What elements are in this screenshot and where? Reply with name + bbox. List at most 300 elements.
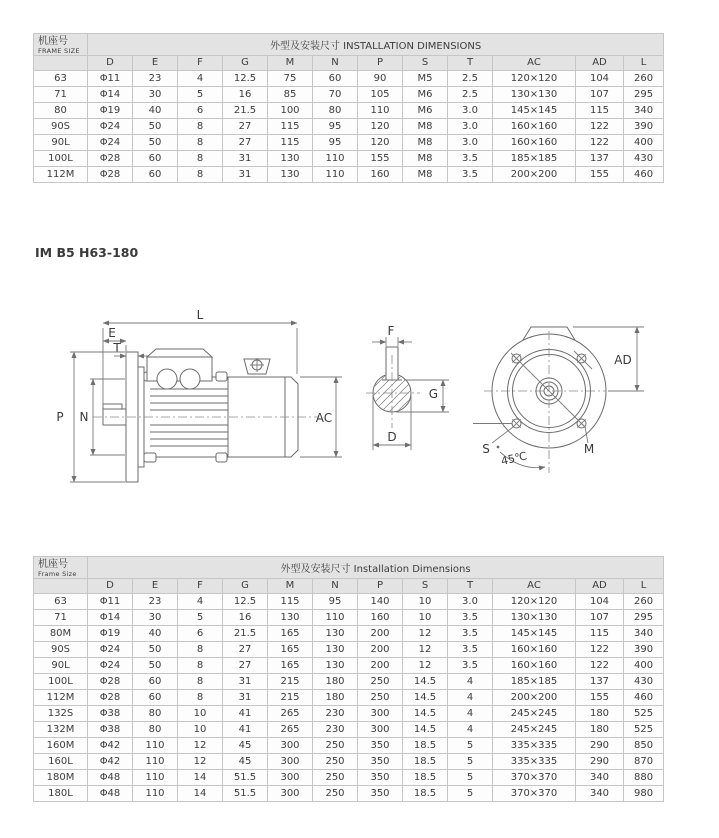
terminal-box-lid bbox=[147, 349, 212, 357]
dimension-cell: Φ42 bbox=[88, 738, 133, 754]
dimension-cell: 3.5 bbox=[448, 167, 493, 183]
dimension-cell: 295 bbox=[624, 610, 664, 626]
frame-size-cell: 80M bbox=[34, 626, 88, 642]
table-row bbox=[34, 71, 664, 87]
dimension-cell: 5 bbox=[448, 738, 493, 754]
dimension-cell: 3.5 bbox=[448, 658, 493, 674]
table-row bbox=[34, 610, 664, 626]
dimension-cell: Φ14 bbox=[88, 87, 133, 103]
dimension-cell: 525 bbox=[624, 722, 664, 738]
shaft-key bbox=[103, 404, 122, 409]
dimension-cell: Φ42 bbox=[88, 754, 133, 770]
dimension-cell: 18.5 bbox=[403, 738, 448, 754]
dimension-cell: 3.5 bbox=[448, 610, 493, 626]
dimension-cell: Φ24 bbox=[88, 119, 133, 135]
dimension-cell: Φ24 bbox=[88, 658, 133, 674]
dimension-cell: 130×130 bbox=[493, 610, 576, 626]
dimension-cell: 165 bbox=[268, 626, 313, 642]
dimension-cell: 130×130 bbox=[493, 87, 576, 103]
dimension-cell: 350 bbox=[358, 786, 403, 802]
dimension-cell: 265 bbox=[268, 706, 313, 722]
dimension-cell: 340 bbox=[624, 103, 664, 119]
dimension-cell: 14 bbox=[178, 770, 223, 786]
dimension-cell: 110 bbox=[133, 738, 178, 754]
table-row bbox=[34, 87, 664, 103]
dimension-cell: 215 bbox=[268, 674, 313, 690]
dimension-cell: 6 bbox=[178, 626, 223, 642]
dimension-cell: 230 bbox=[313, 706, 358, 722]
dimension-cell: M8 bbox=[403, 135, 448, 151]
dimension-cell: 4 bbox=[448, 674, 493, 690]
installation-dimensions-table-bottom bbox=[33, 556, 664, 802]
dimension-cell: 14.5 bbox=[403, 690, 448, 706]
dimension-cell: 4 bbox=[178, 71, 223, 87]
dimension-cell: 245×245 bbox=[493, 722, 576, 738]
dimension-cell: 104 bbox=[576, 71, 624, 87]
dim-label-D: D bbox=[387, 430, 397, 444]
dimension-cell: M8 bbox=[403, 119, 448, 135]
dimension-cell: 51.5 bbox=[223, 770, 268, 786]
table-row bbox=[34, 151, 664, 167]
cable-gland bbox=[157, 369, 177, 389]
dim-label-AC: AC bbox=[315, 411, 333, 425]
dimension-cell: 5 bbox=[178, 87, 223, 103]
dimension-cell: 155 bbox=[576, 167, 624, 183]
column-header: P bbox=[358, 56, 403, 71]
dimension-cell: 160×160 bbox=[493, 119, 576, 135]
dimension-cell: 75 bbox=[268, 71, 313, 87]
dimension-cell: 104 bbox=[576, 594, 624, 610]
dimension-cell: 4 bbox=[448, 690, 493, 706]
frame-size-cell: 90L bbox=[34, 658, 88, 674]
dim-label-G: G bbox=[428, 387, 438, 401]
dimension-cell: Φ38 bbox=[88, 706, 133, 722]
dimension-cell: 160×160 bbox=[493, 642, 576, 658]
dimension-cell: 21.5 bbox=[223, 626, 268, 642]
table-row bbox=[34, 770, 664, 786]
column-header: N bbox=[313, 56, 358, 71]
dimension-cell: 21.5 bbox=[223, 103, 268, 119]
table-row bbox=[34, 167, 664, 183]
dimension-cell: Φ38 bbox=[88, 722, 133, 738]
frame-size-cell: 80 bbox=[34, 103, 88, 119]
dimension-cell: 31 bbox=[223, 167, 268, 183]
dimension-cell: 130 bbox=[313, 658, 358, 674]
table-title: 外型及安装尺寸 Installation Dimensions bbox=[88, 557, 664, 579]
dimension-cell: 350 bbox=[358, 738, 403, 754]
dimension-cell: 45 bbox=[223, 738, 268, 754]
dimension-cell: 300 bbox=[268, 786, 313, 802]
dimension-cell: 95 bbox=[313, 594, 358, 610]
dimension-cell: 130 bbox=[268, 151, 313, 167]
dimension-cell: 120×120 bbox=[493, 594, 576, 610]
dimension-cell: 2.5 bbox=[448, 87, 493, 103]
dimension-cell: 3.0 bbox=[448, 103, 493, 119]
dimension-cell: 105 bbox=[358, 87, 403, 103]
dimension-cell: 60 bbox=[133, 167, 178, 183]
dimension-cell: 45 bbox=[223, 754, 268, 770]
dimension-cell: 200×200 bbox=[493, 167, 576, 183]
dimension-cell: 400 bbox=[624, 658, 664, 674]
dimension-cell: 31 bbox=[223, 151, 268, 167]
dimension-cell: 137 bbox=[576, 674, 624, 690]
dimension-cell: 27 bbox=[223, 135, 268, 151]
dimension-cell: 60 bbox=[313, 71, 358, 87]
column-header: M bbox=[268, 579, 313, 594]
table-row bbox=[34, 119, 664, 135]
column-header: AC bbox=[493, 56, 576, 71]
dimension-cell: 80 bbox=[133, 722, 178, 738]
dimension-cell: 200×200 bbox=[493, 690, 576, 706]
dimension-cell: 115 bbox=[268, 594, 313, 610]
table-title-row bbox=[34, 34, 664, 56]
column-header: F bbox=[178, 56, 223, 71]
dimension-cell: 3.0 bbox=[448, 119, 493, 135]
frame-size-label-en: Frame Size bbox=[38, 569, 77, 578]
dimension-cell: 160×160 bbox=[493, 658, 576, 674]
body-lug bbox=[216, 372, 227, 381]
dimension-cell: 145×145 bbox=[493, 103, 576, 119]
dimension-cell: 300 bbox=[268, 754, 313, 770]
frame-size-cell: 71 bbox=[34, 87, 88, 103]
dimension-cell: 525 bbox=[624, 706, 664, 722]
column-header: L bbox=[624, 56, 664, 71]
dimension-cell: 160 bbox=[358, 610, 403, 626]
dimension-cell: 870 bbox=[624, 754, 664, 770]
dimension-cell: 180 bbox=[576, 722, 624, 738]
dimension-cell: 18.5 bbox=[403, 754, 448, 770]
dimension-cell: 215 bbox=[268, 690, 313, 706]
table-row bbox=[34, 674, 664, 690]
frame-size-cell: 112M bbox=[34, 690, 88, 706]
dimension-cell: 110 bbox=[133, 754, 178, 770]
dimension-cell: 4 bbox=[448, 706, 493, 722]
dimension-cell: 430 bbox=[624, 674, 664, 690]
dimension-cell: 50 bbox=[133, 135, 178, 151]
angle-label: 45℃ bbox=[499, 449, 529, 468]
dimension-cell: 980 bbox=[624, 786, 664, 802]
dimension-cell: M8 bbox=[403, 151, 448, 167]
frame-size-cell: 90S bbox=[34, 119, 88, 135]
dimension-cell: 160×160 bbox=[493, 135, 576, 151]
column-header: S bbox=[403, 56, 448, 71]
dimension-cell: 370×370 bbox=[493, 786, 576, 802]
dimension-cell: 3.5 bbox=[448, 642, 493, 658]
dimension-cell: 18.5 bbox=[403, 786, 448, 802]
frame-size-cell: 90L bbox=[34, 135, 88, 151]
dimension-cell: 51.5 bbox=[223, 786, 268, 802]
table-title-row bbox=[34, 557, 664, 579]
dimension-cell: 110 bbox=[313, 151, 358, 167]
dimension-cell: 850 bbox=[624, 738, 664, 754]
dimension-cell: 155 bbox=[576, 690, 624, 706]
dimension-cell: Φ14 bbox=[88, 610, 133, 626]
dimension-cell: Φ48 bbox=[88, 770, 133, 786]
cable-gland bbox=[180, 369, 200, 389]
shaft-section-view bbox=[328, 324, 456, 450]
dimension-cell: 180 bbox=[313, 690, 358, 706]
table-row bbox=[34, 626, 664, 642]
column-header: S bbox=[403, 579, 448, 594]
dimension-cell: Φ48 bbox=[88, 786, 133, 802]
dimension-cell: 8 bbox=[178, 167, 223, 183]
empty-header-cell bbox=[34, 579, 88, 594]
dimension-cell: 115 bbox=[576, 626, 624, 642]
dimension-cell: 185×185 bbox=[493, 674, 576, 690]
dim-label-L: L bbox=[196, 308, 204, 322]
motor-dimension-diagram bbox=[0, 295, 719, 545]
dim-label-AD: AD bbox=[614, 353, 632, 367]
dimension-cell: M5 bbox=[403, 71, 448, 87]
dimension-cell: 27 bbox=[223, 658, 268, 674]
dimension-cell: 160 bbox=[358, 167, 403, 183]
frame-size-cell: 100L bbox=[34, 151, 88, 167]
dimension-cell: 85 bbox=[268, 87, 313, 103]
dimension-cell: 165 bbox=[268, 658, 313, 674]
frame-size-cell: 100L bbox=[34, 674, 88, 690]
dimension-cell: 390 bbox=[624, 642, 664, 658]
frame-size-cell: 63 bbox=[34, 71, 88, 87]
dimension-cell: 115 bbox=[576, 103, 624, 119]
dimension-cell: 40 bbox=[133, 626, 178, 642]
dimension-cell: 5 bbox=[448, 754, 493, 770]
dimension-cell: 200 bbox=[358, 642, 403, 658]
dimension-cell: 290 bbox=[576, 754, 624, 770]
frame-size-cell: 160M bbox=[34, 738, 88, 754]
table-row bbox=[34, 754, 664, 770]
frame-size-cell: 132M bbox=[34, 722, 88, 738]
dimension-cell: 155 bbox=[358, 151, 403, 167]
dimension-cell: 12 bbox=[178, 738, 223, 754]
column-header-row bbox=[34, 579, 664, 594]
dim-label-T: T bbox=[113, 341, 121, 355]
dimension-cell: 107 bbox=[576, 610, 624, 626]
dimension-cell: 130 bbox=[268, 610, 313, 626]
column-header: T bbox=[448, 56, 493, 71]
dimension-cell: 350 bbox=[358, 754, 403, 770]
dimension-cell: 200 bbox=[358, 658, 403, 674]
dimension-cell: 10 bbox=[178, 722, 223, 738]
dimension-cell: 250 bbox=[313, 754, 358, 770]
dimension-cell: 14.5 bbox=[403, 706, 448, 722]
leader-line-S bbox=[492, 427, 513, 443]
column-header: F bbox=[178, 579, 223, 594]
dimension-cell: 122 bbox=[576, 658, 624, 674]
table-row bbox=[34, 738, 664, 754]
dimension-cell: 90 bbox=[358, 71, 403, 87]
frame-size-cell: 160L bbox=[34, 754, 88, 770]
dimension-cell: 122 bbox=[576, 119, 624, 135]
column-header: T bbox=[448, 579, 493, 594]
dimension-cell: 95 bbox=[313, 135, 358, 151]
dimension-cell: 8 bbox=[178, 151, 223, 167]
dimension-cell: 31 bbox=[223, 690, 268, 706]
dimension-cell: 3.5 bbox=[448, 626, 493, 642]
dimension-cell: 16 bbox=[223, 610, 268, 626]
dimension-cell: 41 bbox=[223, 706, 268, 722]
dimension-cell: 23 bbox=[133, 71, 178, 87]
dimension-cell: 230 bbox=[313, 722, 358, 738]
dimension-cell: 120 bbox=[358, 119, 403, 135]
dimension-cell: 130 bbox=[268, 167, 313, 183]
dimension-cell: Φ19 bbox=[88, 626, 133, 642]
dimension-cell: 80 bbox=[133, 706, 178, 722]
dimension-cell: 300 bbox=[358, 722, 403, 738]
dimension-cell: 10 bbox=[403, 610, 448, 626]
dimension-cell: 390 bbox=[624, 119, 664, 135]
dimension-cell: 8 bbox=[178, 642, 223, 658]
frame-size-cell: 112M bbox=[34, 167, 88, 183]
dimension-cell: 8 bbox=[178, 690, 223, 706]
dimension-cell: 95 bbox=[313, 119, 358, 135]
dimension-cell: 122 bbox=[576, 135, 624, 151]
frame-size-cell: 63 bbox=[34, 594, 88, 610]
dimension-cell: Φ11 bbox=[88, 594, 133, 610]
column-header-row bbox=[34, 56, 664, 71]
dimension-cell: 3.0 bbox=[448, 594, 493, 610]
dimension-cell: 12 bbox=[403, 658, 448, 674]
section-title: IM B5 H63-180 bbox=[35, 245, 139, 260]
dimension-cell: 300 bbox=[268, 770, 313, 786]
dimension-cell: Φ28 bbox=[88, 690, 133, 706]
frame-size-cell: 71 bbox=[34, 610, 88, 626]
dim-label-P: P bbox=[56, 410, 64, 424]
dimension-cell: 295 bbox=[624, 87, 664, 103]
dimension-cell: M6 bbox=[403, 103, 448, 119]
dimension-cell: 250 bbox=[358, 690, 403, 706]
body-lug bbox=[216, 453, 227, 462]
dimension-cell: 18.5 bbox=[403, 770, 448, 786]
dimension-cell: 27 bbox=[223, 642, 268, 658]
dimension-cell: 14.5 bbox=[403, 674, 448, 690]
column-header: E bbox=[133, 579, 178, 594]
dimension-cell: 880 bbox=[624, 770, 664, 786]
dimension-cell: 180 bbox=[576, 706, 624, 722]
dimension-cell: 41 bbox=[223, 722, 268, 738]
dimension-cell: 250 bbox=[313, 738, 358, 754]
dimension-cell: 400 bbox=[624, 135, 664, 151]
frame-size-corner-cell bbox=[34, 34, 88, 56]
column-header: AD bbox=[576, 579, 624, 594]
dimension-cell: 5 bbox=[178, 610, 223, 626]
dimension-cell: 100 bbox=[268, 103, 313, 119]
dimension-cell: Φ11 bbox=[88, 71, 133, 87]
dimension-cell: 185×185 bbox=[493, 151, 576, 167]
dimension-cell: 60 bbox=[133, 690, 178, 706]
angle-arc-origin-dot bbox=[497, 446, 500, 449]
dimension-cell: Φ19 bbox=[88, 103, 133, 119]
column-header: AD bbox=[576, 56, 624, 71]
frame-size-cell: 132S bbox=[34, 706, 88, 722]
column-header: E bbox=[133, 56, 178, 71]
column-header: L bbox=[624, 579, 664, 594]
dimension-cell: 145×145 bbox=[493, 626, 576, 642]
dimension-cell: 165 bbox=[268, 642, 313, 658]
column-header: P bbox=[358, 579, 403, 594]
dimension-cell: 250 bbox=[313, 786, 358, 802]
column-header: G bbox=[223, 56, 268, 71]
installation-dimensions-table-top bbox=[33, 33, 664, 183]
dimension-cell: 130 bbox=[313, 642, 358, 658]
dimension-cell: 120 bbox=[358, 135, 403, 151]
frame-size-cell: 180M bbox=[34, 770, 88, 786]
column-header: N bbox=[313, 579, 358, 594]
dimension-cell: 115 bbox=[268, 135, 313, 151]
dim-label-F: F bbox=[387, 324, 395, 338]
dimension-cell: 4 bbox=[448, 722, 493, 738]
dimension-cell: 110 bbox=[133, 786, 178, 802]
dimension-cell: Φ28 bbox=[88, 674, 133, 690]
dimension-cell: 40 bbox=[133, 103, 178, 119]
dimension-cell: 14 bbox=[178, 786, 223, 802]
dimension-cell: 10 bbox=[178, 706, 223, 722]
dimension-cell: 30 bbox=[133, 610, 178, 626]
dimension-cell: 335×335 bbox=[493, 754, 576, 770]
dimension-cell: M8 bbox=[403, 167, 448, 183]
dimension-cell: 140 bbox=[358, 594, 403, 610]
dimension-cell: 12.5 bbox=[223, 71, 268, 87]
dimension-cell: 107 bbox=[576, 87, 624, 103]
table-row bbox=[34, 642, 664, 658]
table-row bbox=[34, 103, 664, 119]
dimension-cell: 250 bbox=[358, 674, 403, 690]
column-header: D bbox=[88, 579, 133, 594]
dimension-cell: 340 bbox=[624, 626, 664, 642]
dimension-cell: 14.5 bbox=[403, 722, 448, 738]
dimension-cell: 5 bbox=[448, 770, 493, 786]
dimension-cell: 12.5 bbox=[223, 594, 268, 610]
dimension-cell: 260 bbox=[624, 594, 664, 610]
frame-size-cell: 180L bbox=[34, 786, 88, 802]
dimension-cell: 370×370 bbox=[493, 770, 576, 786]
column-header: AC bbox=[493, 579, 576, 594]
dimension-cell: Φ28 bbox=[88, 151, 133, 167]
column-header: G bbox=[223, 579, 268, 594]
dim-label-S: S bbox=[482, 442, 490, 456]
dimension-cell: 260 bbox=[624, 71, 664, 87]
table-row bbox=[34, 690, 664, 706]
dimension-cell: 50 bbox=[133, 642, 178, 658]
table-row bbox=[34, 135, 664, 151]
dimension-cell: 50 bbox=[133, 658, 178, 674]
dimension-cell: 245×245 bbox=[493, 706, 576, 722]
dimension-cell: 6 bbox=[178, 103, 223, 119]
frame-size-label-cn: 机座号 bbox=[38, 35, 68, 47]
dimension-cell: 31 bbox=[223, 674, 268, 690]
dim-label-N: N bbox=[79, 410, 89, 424]
column-header: D bbox=[88, 56, 133, 71]
dimension-cell: 250 bbox=[313, 770, 358, 786]
dimension-cell: 80 bbox=[313, 103, 358, 119]
dimension-cell: 430 bbox=[624, 151, 664, 167]
dimension-cell: 3.0 bbox=[448, 135, 493, 151]
dimension-cell: 110 bbox=[313, 167, 358, 183]
dim-label-M: M bbox=[583, 442, 595, 456]
dimension-cell: 137 bbox=[576, 151, 624, 167]
dimension-cell: 5 bbox=[448, 786, 493, 802]
dimension-cell: 12 bbox=[178, 754, 223, 770]
table-row bbox=[34, 594, 664, 610]
frame-size-label-cn: 机座号 bbox=[38, 558, 68, 570]
dim-label-E: E bbox=[108, 326, 116, 340]
dimension-cell: 300 bbox=[268, 738, 313, 754]
dimension-cell: M6 bbox=[403, 87, 448, 103]
dimension-cell: 460 bbox=[624, 690, 664, 706]
dimension-cell: 23 bbox=[133, 594, 178, 610]
body-lug bbox=[144, 453, 156, 462]
dimension-cell: Φ28 bbox=[88, 167, 133, 183]
frame-size-label-en: FRAME SIZE bbox=[38, 46, 80, 55]
